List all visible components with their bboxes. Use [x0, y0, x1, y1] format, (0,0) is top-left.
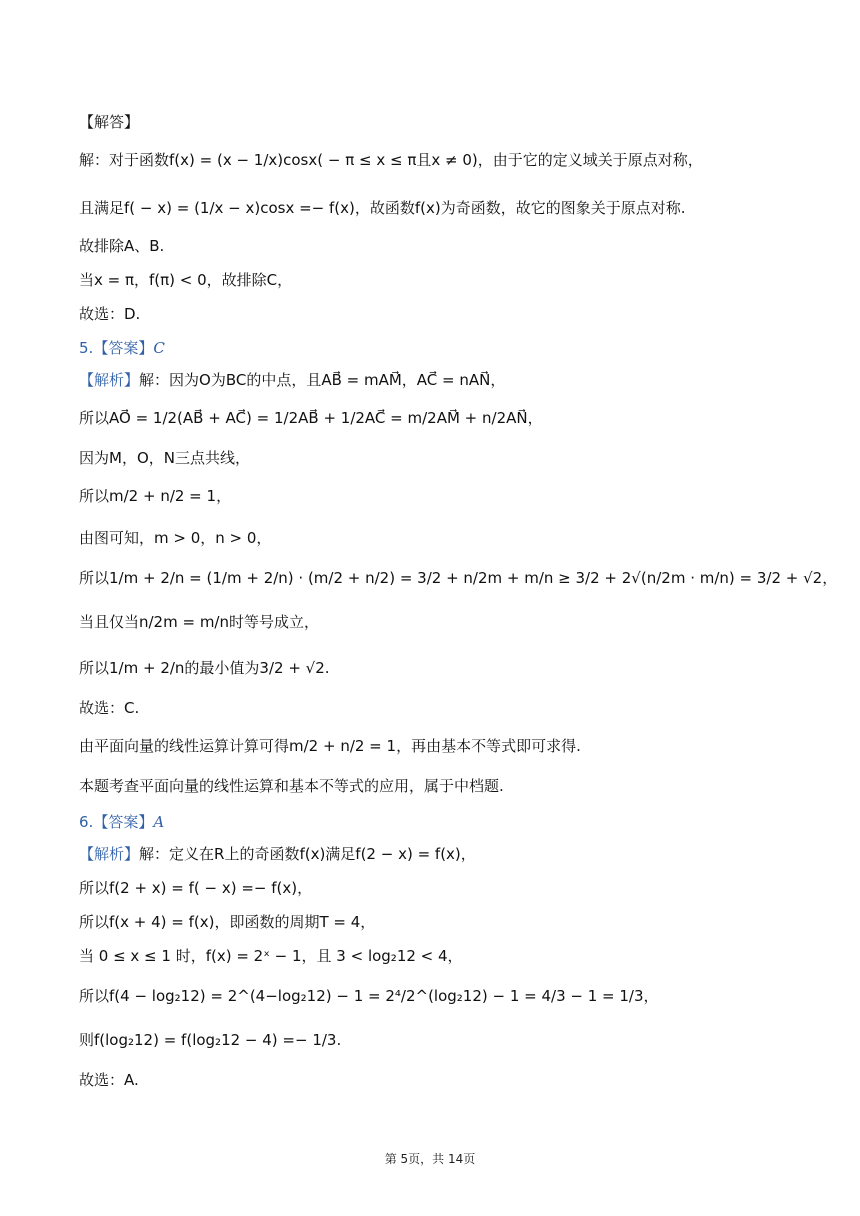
q6-answer-line — [79, 810, 820, 834]
q5-line: 所以AO⃗ = 1/2(AB⃗ + AC⃗) = 1/2AB⃗ + 1/2AC⃗ = m/2AM⃗ + n/2AN⃗， — [79, 409, 543, 427]
q5-line: 所以1/m + 2/n = (1/m + 2/n) · (m/2 + n/2) = 3/2 + n/2m + m/n ≥ 3/2 + 2√(n/2m · m/n) = 3/2 + √2， — [79, 569, 838, 587]
q5-analysis-line — [79, 368, 820, 392]
q5-answer-tag: 【答案】 — [93, 339, 154, 357]
q6-line: 所以f(2 + x) = f( − x) =− f(x)， — [79, 879, 313, 897]
q6-line: 故选：A. — [79, 1071, 139, 1089]
q5-line: 本题考查平面向量的线性运算和基本不等式的应用，属于中档题. — [79, 777, 504, 795]
q5-line: 解：因为O为BC的中点，且AB⃗ = mAM⃗，AC⃗ = nAN⃗， — [139, 371, 506, 389]
q5-line: 由平面向量的线性运算计算可得m/2 + n/2 = 1，再由基本不等式即可求得. — [79, 737, 581, 755]
q6-analysis-line — [79, 842, 820, 866]
section-header: 【解答】 — [79, 113, 140, 131]
q6-line: 则f(log₂12) = f(log₂12 − 4) =− 1/3. — [79, 1031, 342, 1049]
text-line: 故排除A、B. — [79, 237, 165, 255]
q6-line: 所以f(x + 4) = f(x)，即函数的周期T = 4， — [79, 913, 376, 931]
q5-answer-line — [79, 336, 820, 360]
page-footer: 第 5页，共 14页 — [384, 1152, 476, 1166]
q6-answer-tag: 【答案】 — [93, 813, 154, 831]
text-line: 当x = π，f(π) < 0，故排除C， — [79, 271, 293, 289]
text-line: 故选：D. — [79, 305, 141, 323]
q6-line: 所以f(4 − log₂12) = 2^(4−log₂12) − 1 = 2⁴/2^(log₂12) − 1 = 4/3 − 1 = 1/3， — [79, 987, 659, 1005]
q5-number: 5. — [79, 339, 94, 357]
q5-line: 当且仅当n/2m = m/n时等号成立， — [79, 613, 319, 631]
text-line: 且满足f( − x) = (1/x − x)cosx =− f(x)，故函数f(x)为奇函数，故它的图象关于原点对称. — [79, 199, 686, 217]
q5-line: 故选：C. — [79, 699, 140, 717]
q6-answer: A — [153, 813, 165, 831]
q5-line: 因为M，O，N三点共线， — [79, 449, 250, 467]
q6-analysis-tag: 【解析】 — [79, 845, 140, 863]
q5-line: 由图可知，m > 0，n > 0， — [79, 529, 272, 547]
q5-line: 所以1/m + 2/n的最小值为3/2 + √2. — [79, 659, 330, 677]
q5-analysis-tag: 【解析】 — [79, 371, 140, 389]
q6-number: 6. — [79, 813, 94, 831]
q5-answer: C — [153, 339, 165, 357]
text-line: 解：对于函数f(x) = (x − 1/x)cosx( − π ≤ x ≤ π且x ≠ 0)，由于它的定义域关于原点对称， — [79, 151, 703, 169]
q6-line: 解：定义在R上的奇函数f(x)满足f(2 − x) = f(x)， — [139, 845, 476, 863]
q6-line: 当 0 ≤ x ≤ 1 时，f(x) = 2ˣ − 1，且 3 < log₂12 < 4， — [79, 947, 463, 965]
q5-line: 所以m/2 + n/2 = 1， — [79, 487, 232, 505]
